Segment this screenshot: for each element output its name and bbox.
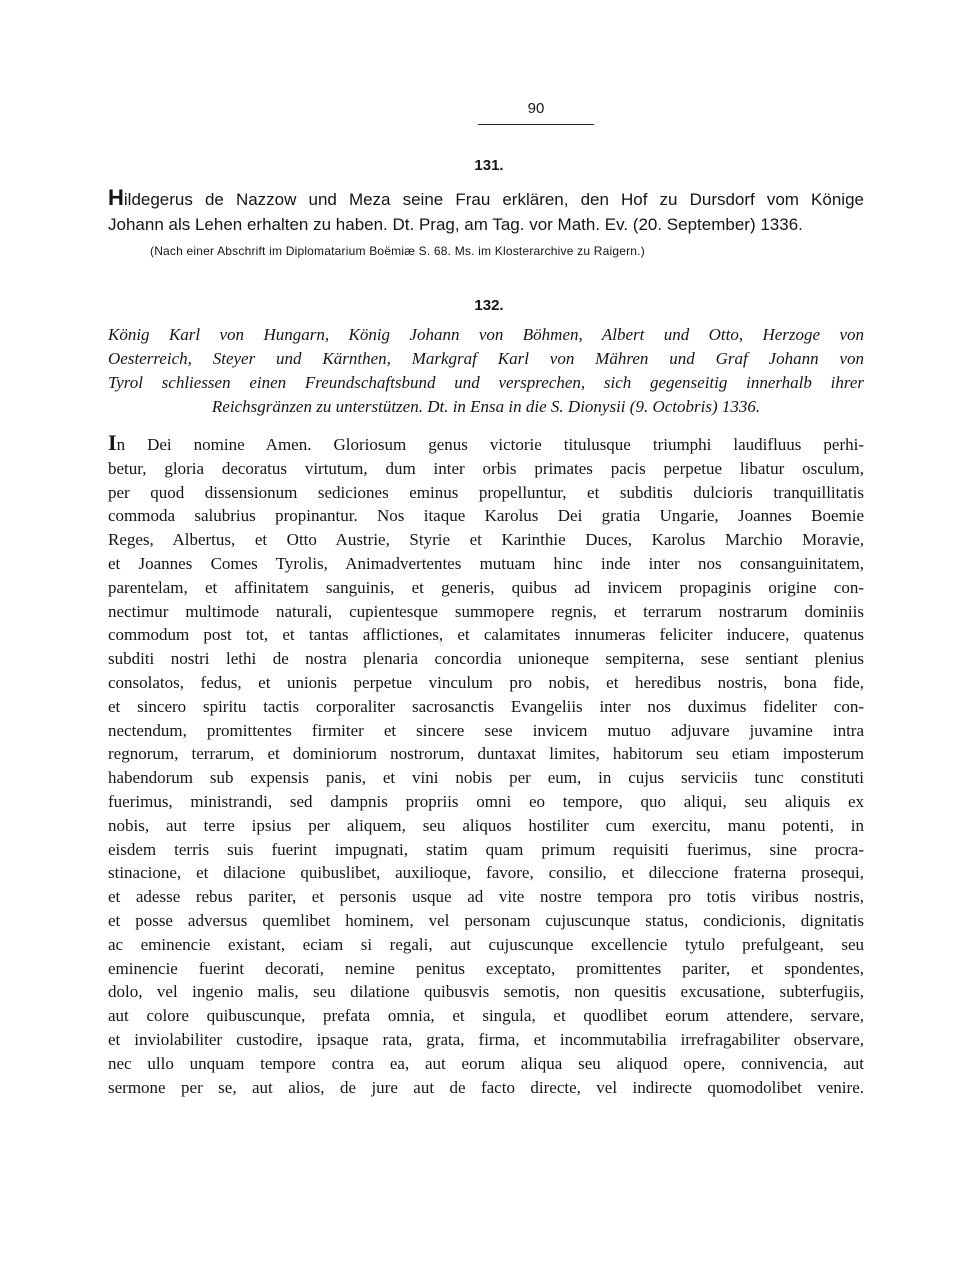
summary-line: Tyrol schliessen einen Freundschaftsbund und versprechen, sich gegenseitig innerhalb ihrer [108,373,864,392]
body-line: consolatos, fedus, et unionis perpetue vinculum pro nobis, et heredibus nostris, bona fide, [108,672,864,692]
initial-letter: I [108,430,117,455]
body-line: commodum post tot, et tantas afflictiones, et calamitates innumeras feliciter inducere, quatenus [108,625,864,645]
body-line: commoda salubrius propinantur. Nos itaque Karolus Dei gratia Ungarie, Joannes Boemie [108,506,864,526]
body-line: sermone per se, aut alios, de jure aut de facto directe, vel indirecte quomodolibet venire. [108,1077,864,1097]
body-line: habendorum sub expensis panis, et vini nobis per eum, in cujus serviciis tunc constituti [108,768,864,788]
body-line: et Joannes Comes Tyrolis, Animadvertentes mutuam hinc inde inter nos consanguinitatem, [108,553,864,573]
source-note: (Nach einer Abschrift im Diplomatarium Boëmiæ S. 68. Ms. im Klosterarchive zu Raigern.) [150,244,645,258]
document-132-summary [108,323,864,419]
summary-line: Johann als Lehen erhalten zu haben. Dt. Prag, am Tag. vor Math. Ev. (20. September) 1336. [108,215,803,234]
body-line: nec ullo unquam tempore contra ea, aut eorum aliqua seu aliquod opere, connivencia, aut [108,1053,864,1073]
body-line: regnorum, terrarum, et dominiorum nostrorum, duntaxat limites, habitorum seu etiam imposterum [108,744,864,764]
initial-letter: H [108,185,124,210]
body-line: nectimur multimode naturali, cupientesque summopere regnis, et terrarum nostrarum dominiis [108,601,864,621]
body-line: ac eminencie existant, eciam si regali, aut cujuscunque excellencie tytulo prefulgeant, seu [108,934,864,954]
summary-line: Oesterreich, Steyer und Kärnthen, Markgraf Karl von Mähren und Graf Johann von [108,349,864,368]
body-line: dolo, vel ingenio malis, seu dilatione quibusvis semotis, non quesitis excusatione, subterfugiis, [108,982,864,1002]
body-line: eisdem terris suis fuerint impugnati, statim quam primum requisiti fuerimus, sine procra- [108,839,864,859]
body-line: fuerimus, ministrandi, sed dampnis propriis omni eo tempore, quo aliqui, seu aliquis ex [108,791,864,811]
body-line: per quod dissensionum sediciones eminus propelluntur, et subditis dulcioris tranquillitatis [108,482,864,502]
summary-line: Reichsgränzen zu unterstützen. Dt. in Ensa in die S. Dionysii (9. Octobris) 1336. [211,397,761,416]
document-131-summary [108,185,864,237]
body-line: et posse adversus quemlibet hominem, vel personam cujuscunque status, condicionis, dignitatis [108,910,864,930]
document-132-body [108,431,864,1099]
body-line: et sincero spiritu tactis corporaliter sacrosanctis Evangeliis inter nos duximus fideliter con- [108,696,864,716]
body-line: eminencie fuerint decorati, nemine penitus exceptato, promittentes pariter, et spondentes, [108,958,864,978]
document-number-131: 131. [474,157,504,174]
body-line: Reges, Albertus, et Otto Austrie, Styrie et Karinthie Duces, Karolus Marchio Moravie, [108,530,864,550]
page-number: 90 [527,100,545,117]
page-number-rule [478,124,594,125]
summary-line: König Karl von Hungarn, König Johann von Böhmen, Albert und Otto, Herzoge von [108,325,864,344]
summary-line: Hildegerus de Nazzow und Meza seine Frau erklären, den Hof zu Dursdorf vom Könige [108,185,864,210]
body-line: aut colore quibuscunque, prefata omnia, et singula, et quodlibet eorum attendere, servare, [108,1006,864,1026]
document-page [108,100,864,1099]
body-line: nectendum, promittentes firmiter et sincere sese invicem mutuo adjuvare juvamine intra [108,720,864,740]
body-line: subditi nostri lethi de nostra plenaria concordia unioneque sempiterna, sese sentiant plenius [108,649,864,669]
body-line: In Dei nomine Amen. Gloriosum genus victorie titulusque triumphi laudifluus perhi- [108,430,864,455]
body-line: et adesse rebus pariter, et personis usque ad vite nostre tempora pro totis viribus nostris, [108,887,864,907]
body-line: nobis, aut terre ipsius per aliquem, seu aliquos hostiliter cum exercitu, manu potenti, in [108,815,864,835]
body-line: et inviolabiliter custodire, ipsaque rata, grata, firma, et incommutabilia irrefragabiliter observare, [108,1029,864,1049]
body-line: stinacione, et dilacione quibuslibet, auxilioque, favore, consilio, et dileccione fraterna prosequi, [108,863,864,883]
document-number-132: 132. [474,297,504,314]
body-line: betur, gloria decoratus virtutum, dum inter orbis primates pacis perpetue libatur osculum, [108,458,864,478]
body-line: parentelam, et affinitatem sanguinis, et generis, quibus ad invicem propaginis origine con- [108,577,864,597]
